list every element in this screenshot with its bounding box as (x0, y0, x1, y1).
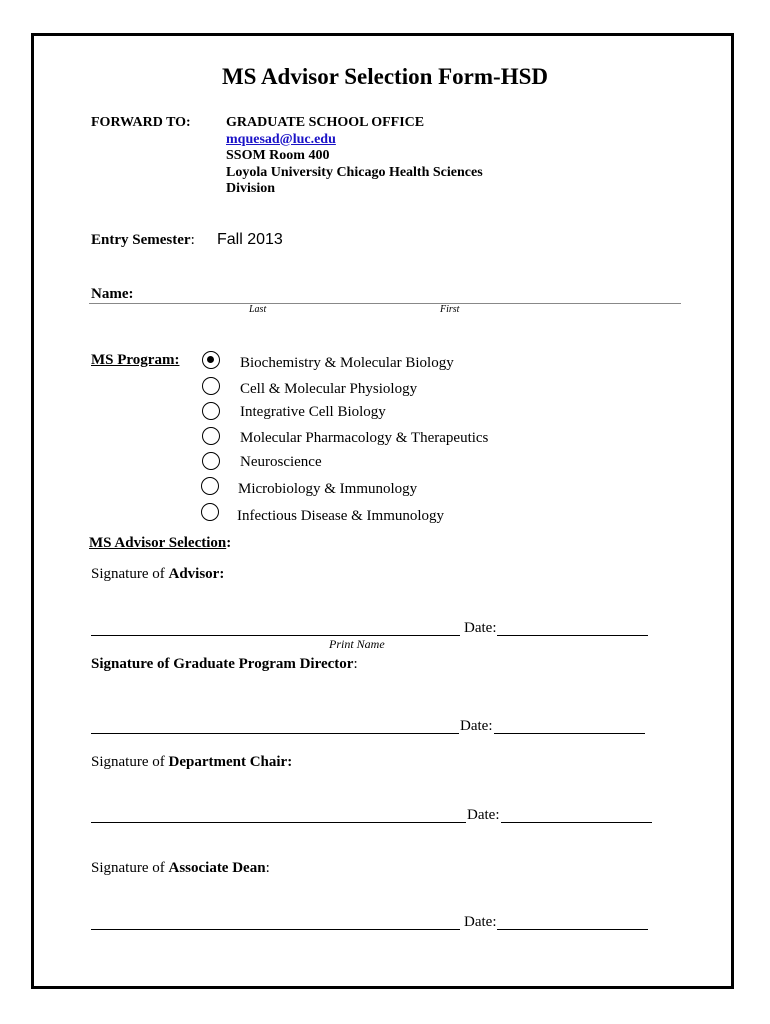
program-radio-5[interactable] (201, 477, 219, 495)
program-radio-2[interactable] (202, 402, 220, 420)
program-option-label: Molecular Pharmacology & Therapeutics (240, 430, 489, 446)
last-name-caption: Last (249, 304, 267, 315)
program-radio-3[interactable] (202, 427, 220, 445)
program-option-label: Neuroscience (240, 454, 322, 470)
chair-signature-label: Signature of Department Chair: (91, 754, 293, 770)
forward-address-block (226, 115, 483, 198)
print-name-caption: Print Name (329, 637, 385, 651)
dean-date-label: Date: (464, 914, 497, 930)
chair-signature-field[interactable] (91, 822, 466, 823)
program-radio-6[interactable] (201, 503, 219, 521)
program-radio-4[interactable] (202, 452, 220, 470)
forward-to-label: FORWARD TO: (91, 115, 191, 130)
division-name: Division (226, 181, 276, 196)
program-option-label: Infectious Disease & Immunology (237, 508, 445, 524)
director-signature-field[interactable] (91, 733, 459, 734)
chair-date-field[interactable] (501, 822, 652, 823)
advisor-signature-field[interactable] (91, 635, 460, 636)
program-radio-0[interactable] (202, 351, 220, 369)
form-title: MS Advisor Selection Form-HSD (221, 64, 549, 89)
entry-semester-label: Entry Semester: (91, 232, 195, 248)
advisor-date-label: Date: (464, 620, 497, 636)
dean-signature-label: Signature of Associate Dean: (91, 860, 270, 876)
advisor-signature-label: Signature of Advisor: (91, 566, 225, 582)
program-option-label: Biochemistry & Molecular Biology (240, 355, 454, 371)
advisor-date-field[interactable] (497, 635, 648, 636)
director-date-label: Date: (460, 718, 493, 734)
program-option-label: Microbiology & Immunology (238, 481, 418, 497)
dean-date-field[interactable] (497, 929, 648, 930)
director-date-field[interactable] (494, 733, 645, 734)
office-name: GRADUATE SCHOOL OFFICE (226, 115, 425, 130)
chair-date-label: Date: (467, 807, 500, 823)
email-link[interactable]: mquesad@luc.edu (226, 131, 336, 147)
dean-signature-field[interactable] (91, 929, 460, 930)
first-name-caption: First (440, 304, 460, 315)
director-signature-label: Signature of Graduate Program Director: (91, 656, 358, 672)
program-option-label: Cell & Molecular Physiology (240, 381, 418, 397)
name-label: Name: (91, 286, 134, 302)
program-radio-1[interactable] (202, 377, 220, 395)
advisor-selection-heading: MS Advisor Selection: (89, 535, 232, 551)
name-field[interactable] (89, 303, 681, 304)
ms-program-label: MS Program: (91, 352, 180, 368)
office-room: SSOM Room 400 (226, 148, 330, 163)
program-option-label: Integrative Cell Biology (240, 404, 386, 420)
university-name: Loyola University Chicago Health Sciences (226, 164, 483, 180)
entry-semester-field[interactable]: Fall 2013 (217, 231, 283, 248)
